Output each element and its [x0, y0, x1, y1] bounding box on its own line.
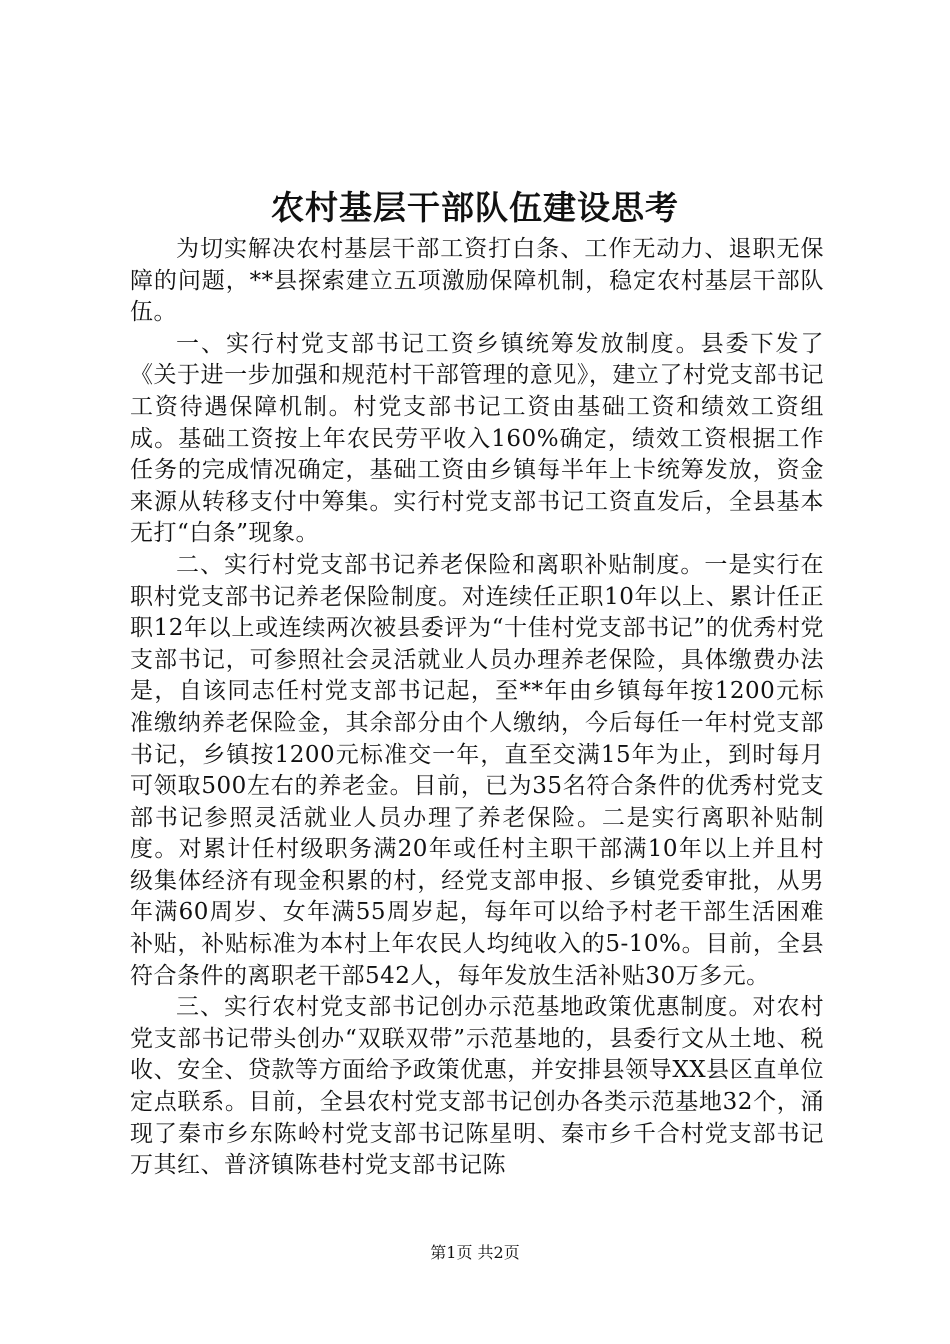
document-body: [130, 234, 824, 1182]
paragraph-section-2: 二、实行村党支部书记养老保险和离职补贴制度。一是实行在职村党支部书记养老保险制度。对连续任正职10年以上、累计任正职12年以上或连续两次被县委评为“十佳村党支部书记”的优秀村党支部书记，可参照社会灵活就业人员办理养老保险，具体缴费办法是，自该同志任村党支部书记起，至**年由乡镇每年按1200元标准缴纳养老保险金，其余部分由个人缴纳，今后每任一年村党支部书记，乡镇按1200元标准交一年，直至交满15年为止，到时每月可领取500左右的养老金。目前，已为35名符合条件的优秀村党支部书记参照灵活就业人员办理了养老保险。二是实行离职补贴制度。对累计任村级职务满20年或任村主职干部满10年以上并且村级集体经济有现金积累的村，经党支部申报、乡镇党委审批，从男年满60周岁、女年满55周岁起，每年可以给予村老干部生活困难补贴，补贴标准为本村上年农民人均纯收入的5-10%。目前，全县符合条件的离职老干部542人，每年发放生活补贴30万多元。: [130, 551, 824, 989]
page-number-footer: 第1页 共2页: [430, 1243, 520, 1262]
paragraph-intro: 为切实解决农村基层干部工资打白条、工作无动力、退职无保障的问题，**县探索建立五项激励保障机制，稳定农村基层干部队伍。: [130, 236, 824, 326]
paragraph-section-1: 一、实行村党支部书记工资乡镇统筹发放制度。县委下发了《关于进一步加强和规范村干部管理的意见》，建立了村党支部书记工资待遇保障机制。村党支部书记工资由基础工资和绩效工资组成。基础工资按上年农民劳平收入160%确定，绩效工资根据工作任务的完成情况确定，基础工资由乡镇每半年上卡统筹发放，资金来源从转移支付中筹集。实行村党支部书记工资直发后，全县基本无打“白条”现象。: [130, 330, 824, 547]
paragraph-section-3: 三、实行农村党支部书记创办示范基地政策优惠制度。对农村党支部书记带头创办“双联双带”示范基地的，县委行文从土地、税收、安全、贷款等方面给予政策优惠，并安排县领导XX县区直单位定点联系。目前，全县农村党支部书记创办各类示范基地32个，涌现了秦市乡东陈岭村党支部书记陈星明、秦市乡千合村党支部书记万其红、普济镇陈巷村党支部书记陈: [130, 994, 824, 1179]
document-title: 农村基层干部队伍建设思考: [271, 188, 679, 227]
